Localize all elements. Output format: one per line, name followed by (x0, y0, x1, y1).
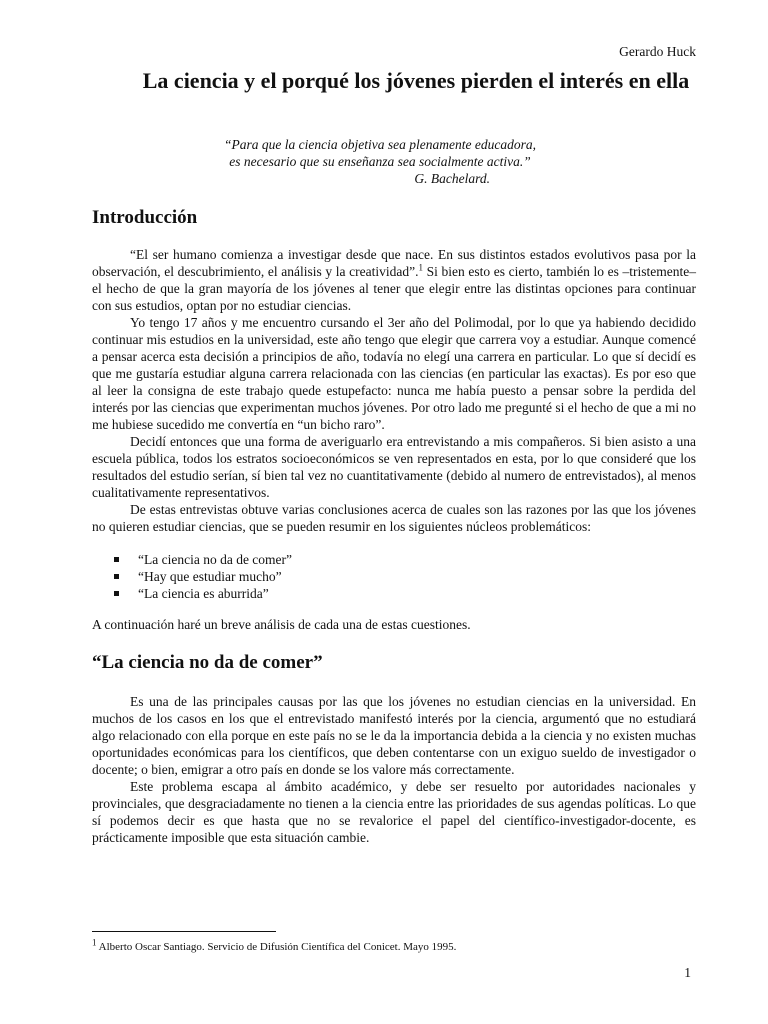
epigraph-attribution: G. Bachelard. (414, 171, 490, 186)
epigraph-line-1: “Para que la ciencia objetiva sea plenamente educadora, (224, 137, 536, 152)
list-item: “La ciencia no da de comer” (92, 551, 696, 568)
section-paragraph-1: Es una de las principales causas por las que los jóvenes no estudian ciencias en la universidad. En muchos de los casos en los que el entrevistado manifestó interés por la ciencia, argumentó que no estudiará algo relacionado con ella porque en este país no se le da la importancia debida a la ciencia y no existen muchas oportunidades económicas para los científicos, que deben contentarse con un exiguo sueldo de investigador o docente; o bien, emigrar a otro país en donde se los valore más correctamente. (92, 694, 696, 777)
section-paragraph-2: Este problema escapa al ámbito académico, y debe ser resuelto por autoridades nacionales y provinciales, que desgraciadamente no tienen a la ciencia entre las prioridades de sus agendas políticas. Lo que sí podemos decir es que hasta que no se revalorice el papel del científico-investigador-docente, es prácticamente imposible que esta situación cambie. (92, 779, 696, 845)
page-title: La ciencia y el porqué los jóvenes pierden el interés en ella (142, 68, 690, 93)
footnote-ref[interactable]: 1 (418, 262, 423, 273)
problem-list (92, 551, 696, 602)
body-content (92, 206, 696, 846)
intro-paragraph-2: Yo tengo 17 años y me encuentro cursando el 3er año del Polimodal, por lo que ya habiendo decidido continuar mis estudios en la universidad, este año tengo que elegir que carrera voy a estudiar. Aunque comencé a pensar acerca esta decisión a principios de año, todavía no elegí una carrera en particular. Lo que sí decidí es que me gustaría estudiar alguna carrera relacionada con las ciencias (en particular las exactas). Es por eso que al leer la consigna de este trabajo quede estupefacto: nunca me había puesto a pensar sobre la perdida del interés por las ciencias que experimentan muchos jóvenes. Por otro lado me pregunté si el hecho de que a mi no me hubiese sucedido me convertía en “un bicho raro”. (92, 315, 696, 432)
intro-p1-text: “El ser humano comienza a investigar desde que nace. En sus distintos estados evolutivos pasa por la observación, el descubrimiento, el análisis y la creatividad”. (92, 247, 696, 279)
intro-paragraph-4: De estas entrevistas obtuve varias conclusiones acerca de cuales son las razones por las que los jóvenes no quieren estudiar ciencias, que se pueden resumir en los siguientes núcleos problemáticos: (92, 502, 696, 534)
list-item: “La ciencia es aburrida” (92, 585, 696, 602)
author-name: Gerardo Huck (619, 44, 696, 59)
epigraph-line-2: es necesario que su enseñanza sea socialmente activa.” (229, 154, 531, 169)
page-number: 1 (684, 965, 691, 980)
intro-paragraph-1 (92, 246, 696, 314)
intro-paragraph-5: A continuación haré un breve análisis de cada una de estas cuestiones. (92, 617, 471, 632)
footnote-divider (92, 931, 276, 932)
list-item: “Hay que estudiar mucho” (92, 568, 696, 585)
intro-paragraph-3: Decidí entonces que una forma de averiguarlo era entrevistando a mis compañeros. Si bien asisto a una escuela pública, todos los estratos socioeconómicos se ven representados en esta, por lo que consideré que los resultados del estudio serían, sí bien tal vez no cuantitativamente (debido al numero de entrevistados), al menos cualitativamente representativos. (92, 434, 696, 500)
bullet-square-icon (114, 574, 119, 579)
footnote-text: Alberto Oscar Santiago. Servicio de Difusión Científica del Conicet. Mayo 1995. (96, 941, 457, 953)
section-heading: “La ciencia no da de comer” (92, 652, 323, 673)
bullet-square-icon (114, 557, 119, 562)
intro-heading: Introducción (92, 207, 198, 228)
epigraph (150, 136, 610, 187)
bullet-square-icon (114, 591, 119, 596)
intro-p1-rest: Si bien esto es cierto, también lo es –tristemente– el hecho de que la gran mayoría de los jóvenes al tener que elegir entre las distintas opciones para continuar con sus estudios, optan por no estudiar ciencias. (92, 264, 697, 313)
footnote (92, 937, 457, 953)
footnote-marker: 1 (92, 937, 97, 948)
